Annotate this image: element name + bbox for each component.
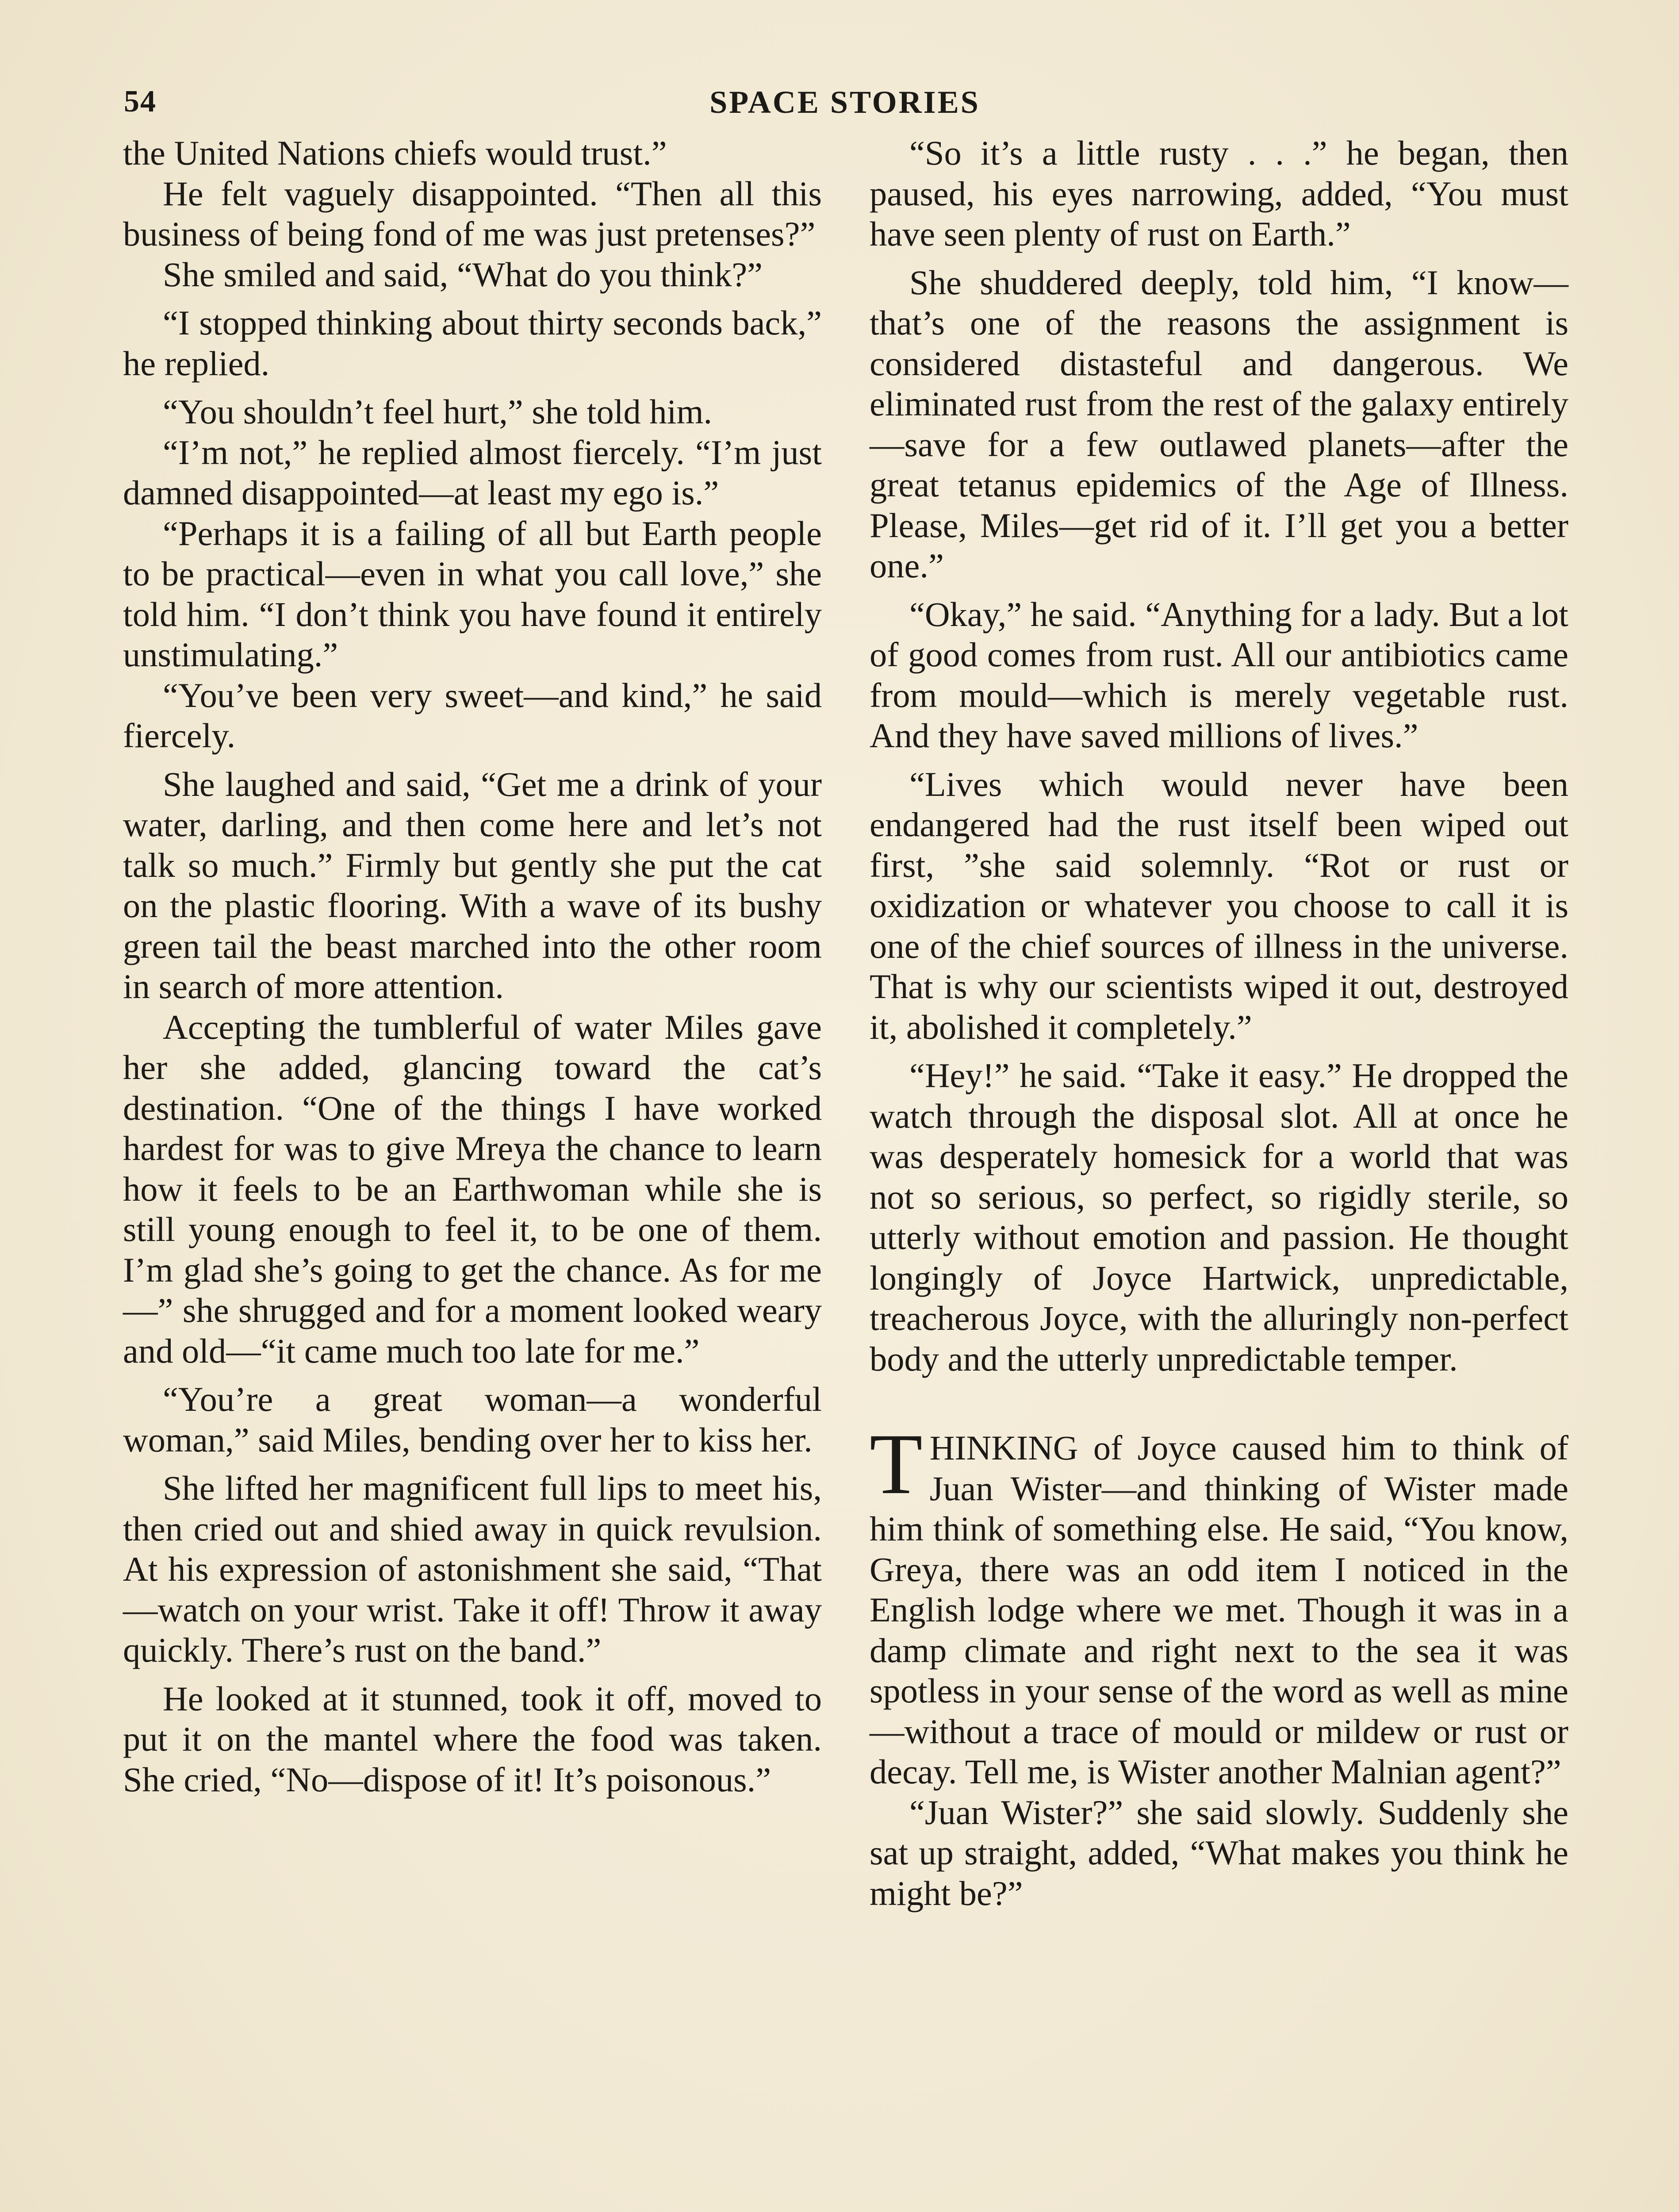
paragraph: “Lives which would never have been endangered had the rust itself been wiped out first, ”she said solemnly. “Rot or rust or oxidization or whatever you choose to call it is one of the chief sources of illness in the universe. That is why our scientists wiped it out, destroyed it, abolished it completely.” <box>870 764 1568 1046</box>
paragraph: “I’m not,” he replied almost fiercely. “I’m just damned disappointed—at least my ego is.” <box>123 433 822 512</box>
running-head: SPACE STORIES <box>709 84 980 120</box>
paragraph: “You’re a great woman—a wonderful woman,” said Miles, bending over her to kiss her. <box>123 1380 822 1459</box>
paragraph: “So it’s a little rusty . . .” he began, then paused, his eyes narrowing, added, “You must have seen plenty of rust on Earth.” <box>870 134 1568 253</box>
paragraph: “Perhaps it is a failing of all but Earth people to be practical—even in what you call love,” she told him. “I don’t think you have found it entirely unstimulating.” <box>123 514 822 674</box>
section-opening-paragraph <box>870 1416 1568 1792</box>
drop-cap: T <box>870 1416 923 1512</box>
paragraph: She smiled and said, “What do you think?” <box>163 255 763 294</box>
paragraph: “You’ve been very sweet—and kind,” he said fiercely. <box>123 676 822 755</box>
page-header <box>124 84 1566 133</box>
paragraph: She lifted her magnificent full lips to meet his, then cried out and shied away in quick revulsion. At his expression of astonishment she said, “That—watch on your wrist. Take it off! Throw it away quickly. There’s rust on the band.” <box>123 1469 822 1669</box>
paragraph: He felt vaguely disappointed. “Then all this business of being fond of me was just pretenses?” <box>123 174 822 253</box>
paragraph: “Okay,” he said. “Anything for a lady. But a lot of good comes from rust. All our antibiotics came from mould—which is merely vegetable rust. And they have saved millions of lives.” <box>870 595 1568 755</box>
paragraph: She shuddered deeply, told him, “I know—that’s one of the reasons the assignment is considered distasteful and dangerous. We eliminated rust from the rest of the galaxy entirely—save for a few outlawed planets—after the great tetanus epidemics of the Age of Illness. Please, Miles—get rid of it. I’ll get you a better one.” <box>870 263 1568 585</box>
paragraph: Accepting the tumblerful of water Miles gave her she added, glancing toward the cat’s destination. “One of the things I have worked hardest for was to give Mreya the chance to learn how it feels to be an Earthwoman while she is still young enough to feel it, to be one of them. I’m glad she’s going to get the chance. As for me—” she shrugged and for a moment looked weary and old—“it came much too late for me.” <box>123 1007 822 1370</box>
paragraph: “Juan Wister?” she said slowly. Suddenly she sat up straight, added, “What makes you think he might be?” <box>870 1793 1568 1912</box>
paragraph: “I stopped thinking about thirty seconds back,” he replied. <box>123 303 822 383</box>
right-column <box>870 133 1568 1913</box>
left-column <box>123 133 822 1800</box>
paragraph: “Hey!” he said. “Take it easy.” He dropped the watch through the disposal slot. All at once he was desperately homesick for a world that was not so serious, so perfect, so rigidly sterile, so utterly without emotion and passion. He thought longingly of Joyce Hartwick, unpredictable, treacherous Joyce, with the alluringly non-perfect body and the utterly unpredictable temper. <box>870 1056 1568 1378</box>
paragraph: She laughed and said, “Get me a drink of your water, darling, and then come here and let’s not talk so much.” Firmly but gently she put the cat on the plastic flooring. With a wave of its bushy green tail the beast marched into the other room in search of more attention. <box>123 764 822 1006</box>
section-opening-text: HINKING of Joyce caused him to think of Juan Wister—and thinking of Wister made him think of something else. He said, “You know, Greya, there was an odd item I noticed in the English lodge where we met. Though it was in a damp climate and right next to the sea it was spotless in your sense of the word as well as mine—without a trace of mould or mildew or rust or decay. Tell me, is Wister another Malnian agent?” <box>870 1429 1568 1791</box>
paragraph: the United Nations chiefs would trust.” <box>123 134 667 172</box>
paragraph: “You shouldn’t feel hurt,” she told him. <box>163 392 713 431</box>
paragraph: He looked at it stunned, took it off, moved to put it on the mantel where the food was taken. She cried, “No—dispose of it! It’s poisonous.” <box>123 1679 822 1799</box>
page-number: 54 <box>124 84 157 119</box>
